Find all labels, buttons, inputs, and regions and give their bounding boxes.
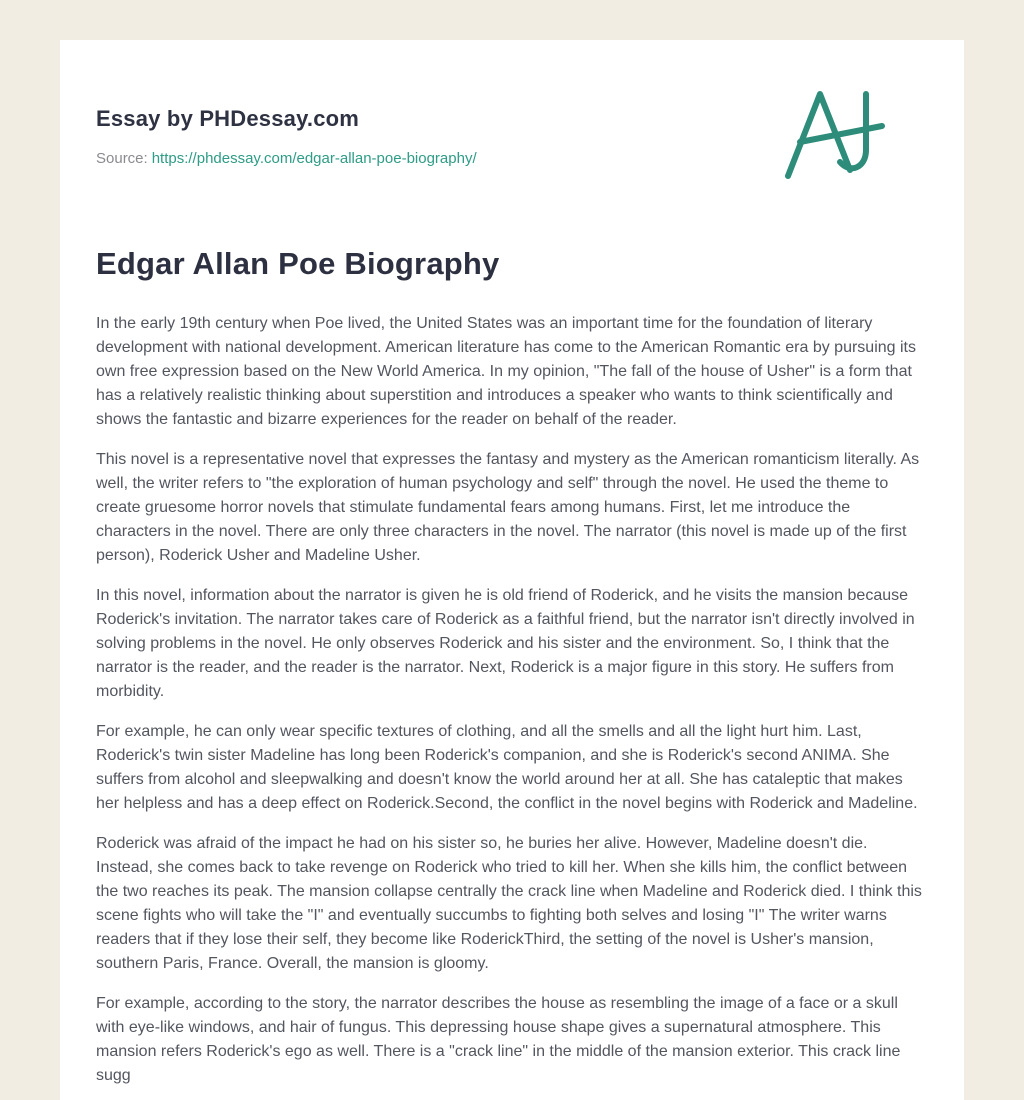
essay-body: [96, 312, 924, 1088]
essay-title: Edgar Allan Poe Biography: [96, 246, 500, 281]
essay-paragraph-2: This novel is a representative novel that expresses the fantasy and mystery as the American romanticism literally. As well, the writer refers to "the exploration of human psychology and self" through the novel. He used the theme to create gruesome horror novels that stimulate fundamental fears among humans. First, let me introduce the characters in the novel. There are only three characters in the novel. The narrator (this novel is made up of the first person), Roderick Usher and Madeline Usher.: [96, 451, 920, 564]
source-line: [96, 150, 477, 167]
source-link[interactable]: https://phdessay.com/edgar-allan-poe-biography/: [151, 150, 477, 167]
essay-card: [60, 40, 964, 1100]
essay-paragraph-4: For example, he can only wear specific textures of clothing, and all the smells and all the light hurt him. Last, Roderick's twin sister Madeline has long been Roderick's companion, and she is Roderick's second ANIMA. She suffers from alcohol and sleepwalking and doesn't know the world around her at all. She has cataleptic that makes her helpless and has a deep effect on Roderick.Second, the conflict in the novel begins with Roderick and Madeline.: [96, 723, 918, 812]
source-label: Source:: [96, 150, 148, 167]
phdessay-logo-icon: [780, 88, 892, 180]
card-header: [96, 88, 924, 180]
logo-monogram-svg: [780, 88, 892, 180]
essay-content: [96, 246, 924, 1088]
essay-paragraph-3: In this novel, information about the narrator is given he is old friend of Roderick, and he visits the mansion because Roderick's invitation. The narrator takes care of Roderick as a faithful friend, but the narrator isn't directly involved in solving problems in the novel. He only observes Roderick and his sister and the environment. So, I think that the narrator is the reader, and the reader is the narrator. Next, Roderick is a major figure in this story. He suffers from morbidity.: [96, 587, 915, 700]
essay-paragraph-1: In the early 19th century when Poe lived, the United States was an important time for the foundation of literary development with national development. American literature has come to the American Romantic era by pursuing its own free expression based on the New World America. In my opinion, "The fall of the house of Usher" is a form that has a relatively realistic thinking about superstition and introduces a speaker who wants to think scientifically and shows the fantastic and bizarre experiences for the reader on behalf of the reader.: [96, 315, 916, 428]
essay-paragraph-6: For example, according to the story, the narrator describes the house as resembling the image of a face or a skull with eye-like windows, and hair of fungus. This depressing house shape gives a supernatural atmosphere. This mansion refers Roderick's ego as well. There is a "crack line" in the middle of the mansion exterior. This crack line sugg: [96, 995, 901, 1084]
site-title: Essay by PHDessay.com: [96, 106, 360, 131]
essay-paragraph-5: Roderick was afraid of the impact he had on his sister so, he buries her alive. However, Madeline doesn't die. Instead, she comes back to take revenge on Roderick who tried to kill her. When she kills him, the conflict between the two reaches its peak. The mansion collapse centrally the crack line when Madeline and Roderick died. I think this scene fights who will take the "I" and eventually succumbs to fighting both selves and losing "I" The writer warns readers that if they lose their self, they become like RoderickThird, the setting of the novel is Usher's mansion, southern Paris, France. Overall, the mansion is gloomy.: [96, 835, 922, 972]
header-text: [96, 88, 477, 167]
